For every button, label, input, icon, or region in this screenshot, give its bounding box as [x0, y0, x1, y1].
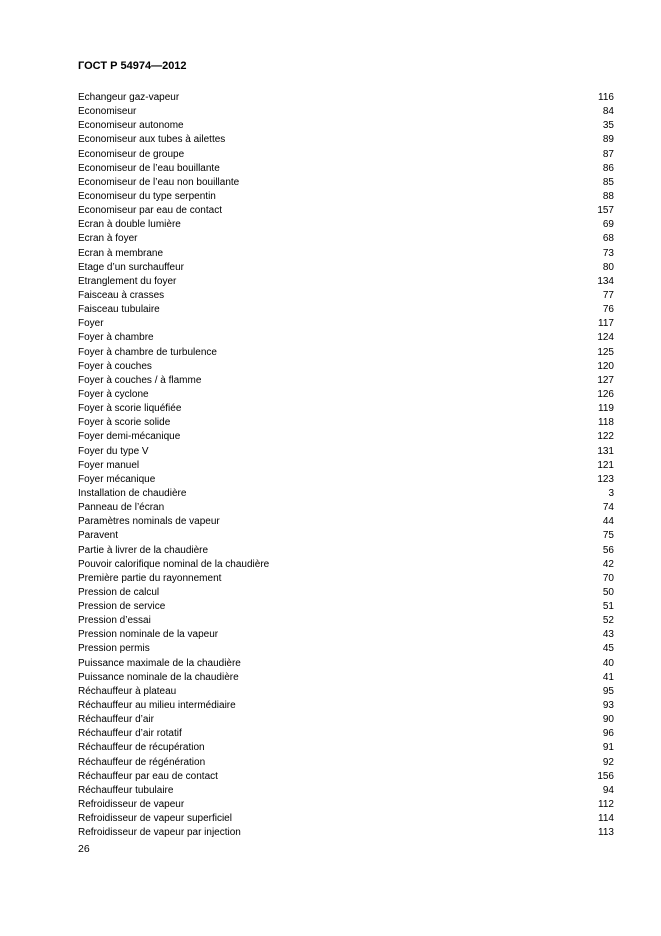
index-entry: [78, 346, 614, 360]
index-term-number: 51: [602, 601, 614, 613]
index-term: Etranglement du foyer: [78, 275, 177, 287]
index-term-number: 124: [597, 332, 614, 344]
index-entry: [78, 232, 614, 246]
index-entry: [78, 388, 614, 402]
index-entry: [78, 247, 614, 261]
index-entry: [78, 105, 614, 119]
index-entry: [78, 770, 614, 784]
document-header: ГОСТ Р 54974—2012: [78, 60, 187, 72]
index-term: Réchauffeur d’air: [78, 714, 154, 726]
index-term: Réchauffeur de régénération: [78, 756, 206, 768]
index-term-number: 77: [602, 289, 614, 301]
index-term: Réchauffeur de récupération: [78, 742, 205, 754]
index-entry: [78, 713, 614, 727]
index-term-number: 90: [602, 714, 614, 726]
index-term: Foyer mécanique: [78, 473, 156, 485]
term-index-list: [78, 91, 614, 840]
index-entry: [78, 487, 614, 501]
index-term: Pouvoir calorifique nominal de la chaudière: [78, 558, 270, 570]
index-term: Refroidisseur de vapeur superficiel: [78, 813, 232, 825]
index-entry: [78, 430, 614, 444]
index-entry: [78, 699, 614, 713]
index-term: Foyer: [78, 318, 104, 330]
index-term-number: 113: [598, 827, 614, 839]
index-term: Economiseur de l’eau non bouillante: [78, 176, 240, 188]
index-term-number: 74: [602, 502, 614, 514]
index-term-number: 69: [602, 219, 614, 231]
index-term-number: 43: [602, 629, 614, 641]
index-term-number: 114: [598, 813, 614, 825]
index-entry: [78, 600, 614, 614]
index-term-number: 119: [598, 403, 614, 415]
index-term-number: 92: [602, 756, 614, 768]
index-entry: [78, 289, 614, 303]
index-term: Faisceau à crasses: [78, 289, 165, 301]
index-entry: [78, 317, 614, 331]
page-number: 26: [78, 843, 90, 855]
index-term-number: 120: [597, 360, 614, 372]
index-term-number: 95: [602, 685, 614, 697]
index-term-number: 94: [602, 784, 614, 796]
index-entry: [78, 671, 614, 685]
index-term-number: 125: [597, 346, 614, 358]
index-term-number: 127: [597, 374, 614, 386]
index-term: Foyer à chambre de turbulence: [78, 346, 217, 358]
index-term: Foyer à couches / à flamme: [78, 374, 202, 386]
index-term-number: 85: [602, 176, 614, 188]
index-entry: [78, 558, 614, 572]
index-entry: [78, 445, 614, 459]
index-term: Première partie du rayonnement: [78, 572, 222, 584]
index-entry: [78, 812, 614, 826]
index-term: Economiseur de l’eau bouillante: [78, 162, 220, 174]
index-term: Economiseur par eau de contact: [78, 205, 222, 217]
index-entry: [78, 204, 614, 218]
index-term-number: 35: [602, 120, 614, 132]
index-term-number: 76: [602, 304, 614, 316]
index-term: Installation de chaudière: [78, 487, 187, 499]
index-term: Puissance maximale de la chaudière: [78, 657, 241, 669]
index-term-number: 68: [602, 233, 614, 245]
index-entry: [78, 162, 614, 176]
index-term: Echangeur gaz-vapeur: [78, 92, 180, 103]
index-entry: [78, 501, 614, 515]
index-entry: [78, 133, 614, 147]
index-term: Réchauffeur d’air rotatif: [78, 728, 182, 740]
index-term: Pression d’essai: [78, 615, 151, 627]
index-term-number: 45: [602, 643, 614, 655]
index-term-number: 89: [602, 134, 614, 146]
index-term: Pression de service: [78, 601, 166, 613]
index-term: Partie à livrer de la chaudière: [78, 544, 209, 556]
index-entry: [78, 360, 614, 374]
index-term: Foyer manuel: [78, 459, 140, 471]
index-entry: [78, 826, 614, 840]
index-entry: [78, 119, 614, 133]
index-entry: [78, 586, 614, 600]
index-term: Foyer à cyclone: [78, 388, 149, 400]
index-entry: [78, 176, 614, 190]
index-term: Réchauffeur au milieu intermédiaire: [78, 700, 236, 712]
index-term: Economiseur autonome: [78, 120, 184, 132]
index-term-number: 41: [602, 671, 614, 683]
index-term-number: 44: [602, 516, 614, 528]
index-entry: [78, 190, 614, 204]
index-entry: [78, 614, 614, 628]
index-term-number: 52: [602, 615, 614, 627]
index-entry: [78, 218, 614, 232]
index-entry: [78, 529, 614, 543]
index-term: Réchauffeur tubulaire: [78, 784, 174, 796]
index-term: Ecran à membrane: [78, 247, 164, 259]
index-term: Etage d’un surchauffeur: [78, 261, 185, 273]
index-term: Panneau de l’écran: [78, 502, 165, 514]
index-term-number: 75: [602, 530, 614, 542]
index-term: Faisceau tubulaire: [78, 304, 160, 316]
index-term-number: 122: [597, 431, 614, 443]
index-term-number: 118: [598, 417, 614, 429]
index-term: Foyer à couches: [78, 360, 152, 372]
index-term: Economiseur du type serpentin: [78, 190, 216, 202]
index-term-number: 50: [602, 586, 614, 598]
index-entry: [78, 685, 614, 699]
index-term-number: 80: [602, 261, 614, 273]
index-entry: [78, 148, 614, 162]
index-term: Refroidisseur de vapeur: [78, 799, 185, 811]
index-entry: [78, 741, 614, 755]
index-entry: [78, 374, 614, 388]
index-entry: [78, 402, 614, 416]
index-term-number: 117: [598, 318, 614, 330]
index-term-number: 73: [602, 247, 614, 259]
index-term-number: 93: [602, 700, 614, 712]
index-term: Pression permis: [78, 643, 150, 655]
index-term: Réchauffeur à plateau: [78, 685, 177, 697]
index-entry: [78, 798, 614, 812]
index-term: Refroidisseur de vapeur par injection: [78, 827, 241, 839]
index-term: Foyer à scorie solide: [78, 417, 171, 429]
index-entry: [78, 303, 614, 317]
index-term-number: 40: [602, 657, 614, 669]
index-term: Ecran à double lumière: [78, 219, 181, 231]
index-entry: [78, 756, 614, 770]
index-term-number: 157: [597, 205, 614, 217]
index-term: Pression nominale de la vapeur: [78, 629, 219, 641]
index-entry: [78, 784, 614, 798]
index-entry: [78, 657, 614, 671]
index-term-number: 42: [602, 558, 614, 570]
index-term: Paravent: [78, 530, 119, 542]
index-entry: [78, 416, 614, 430]
index-term-number: 87: [602, 148, 614, 160]
index-term: Foyer à scorie liquéfiée: [78, 403, 182, 415]
index-term: Economiseur de groupe: [78, 148, 185, 160]
index-entry: [78, 261, 614, 275]
index-term-number: 96: [602, 728, 614, 740]
index-entry: [78, 459, 614, 473]
index-entry: [78, 275, 614, 289]
index-entry: [78, 91, 614, 105]
index-term: Foyer à chambre: [78, 332, 154, 344]
index-term-number: 56: [602, 544, 614, 556]
index-term-number: 116: [598, 92, 614, 103]
index-entry: [78, 515, 614, 529]
index-term: Paramètres nominals de vapeur: [78, 516, 220, 528]
index-term: Réchauffeur par eau de contact: [78, 770, 218, 782]
index-term-number: 131: [597, 445, 614, 457]
index-term-number: 134: [597, 275, 614, 287]
index-term: Pression de calcul: [78, 586, 160, 598]
index-term: Foyer du type V: [78, 445, 149, 457]
index-entry: [78, 642, 614, 656]
index-term-number: 91: [602, 742, 614, 754]
index-entry: [78, 544, 614, 558]
index-term: Puissance nominale de la chaudière: [78, 671, 239, 683]
index-term: Economiseur: [78, 106, 137, 118]
index-term-number: 86: [602, 162, 614, 174]
index-term-number: 88: [602, 190, 614, 202]
index-entry: [78, 572, 614, 586]
index-term-number: 126: [597, 388, 614, 400]
index-term-number: 112: [598, 799, 614, 811]
index-term-number: 70: [602, 572, 614, 584]
index-term-number: 123: [597, 473, 614, 485]
index-term: Economiseur aux tubes à ailettes: [78, 134, 226, 146]
index-entry: [78, 628, 614, 642]
index-entry: [78, 727, 614, 741]
index-entry: [78, 473, 614, 487]
index-term: Foyer demi-mécanique: [78, 431, 181, 443]
index-term-number: 121: [597, 459, 614, 471]
index-term-number: 156: [597, 770, 614, 782]
index-term-number: 3: [608, 487, 614, 499]
index-term: Ecran à foyer: [78, 233, 138, 245]
index-entry: [78, 331, 614, 345]
index-term-number: 84: [602, 106, 614, 118]
